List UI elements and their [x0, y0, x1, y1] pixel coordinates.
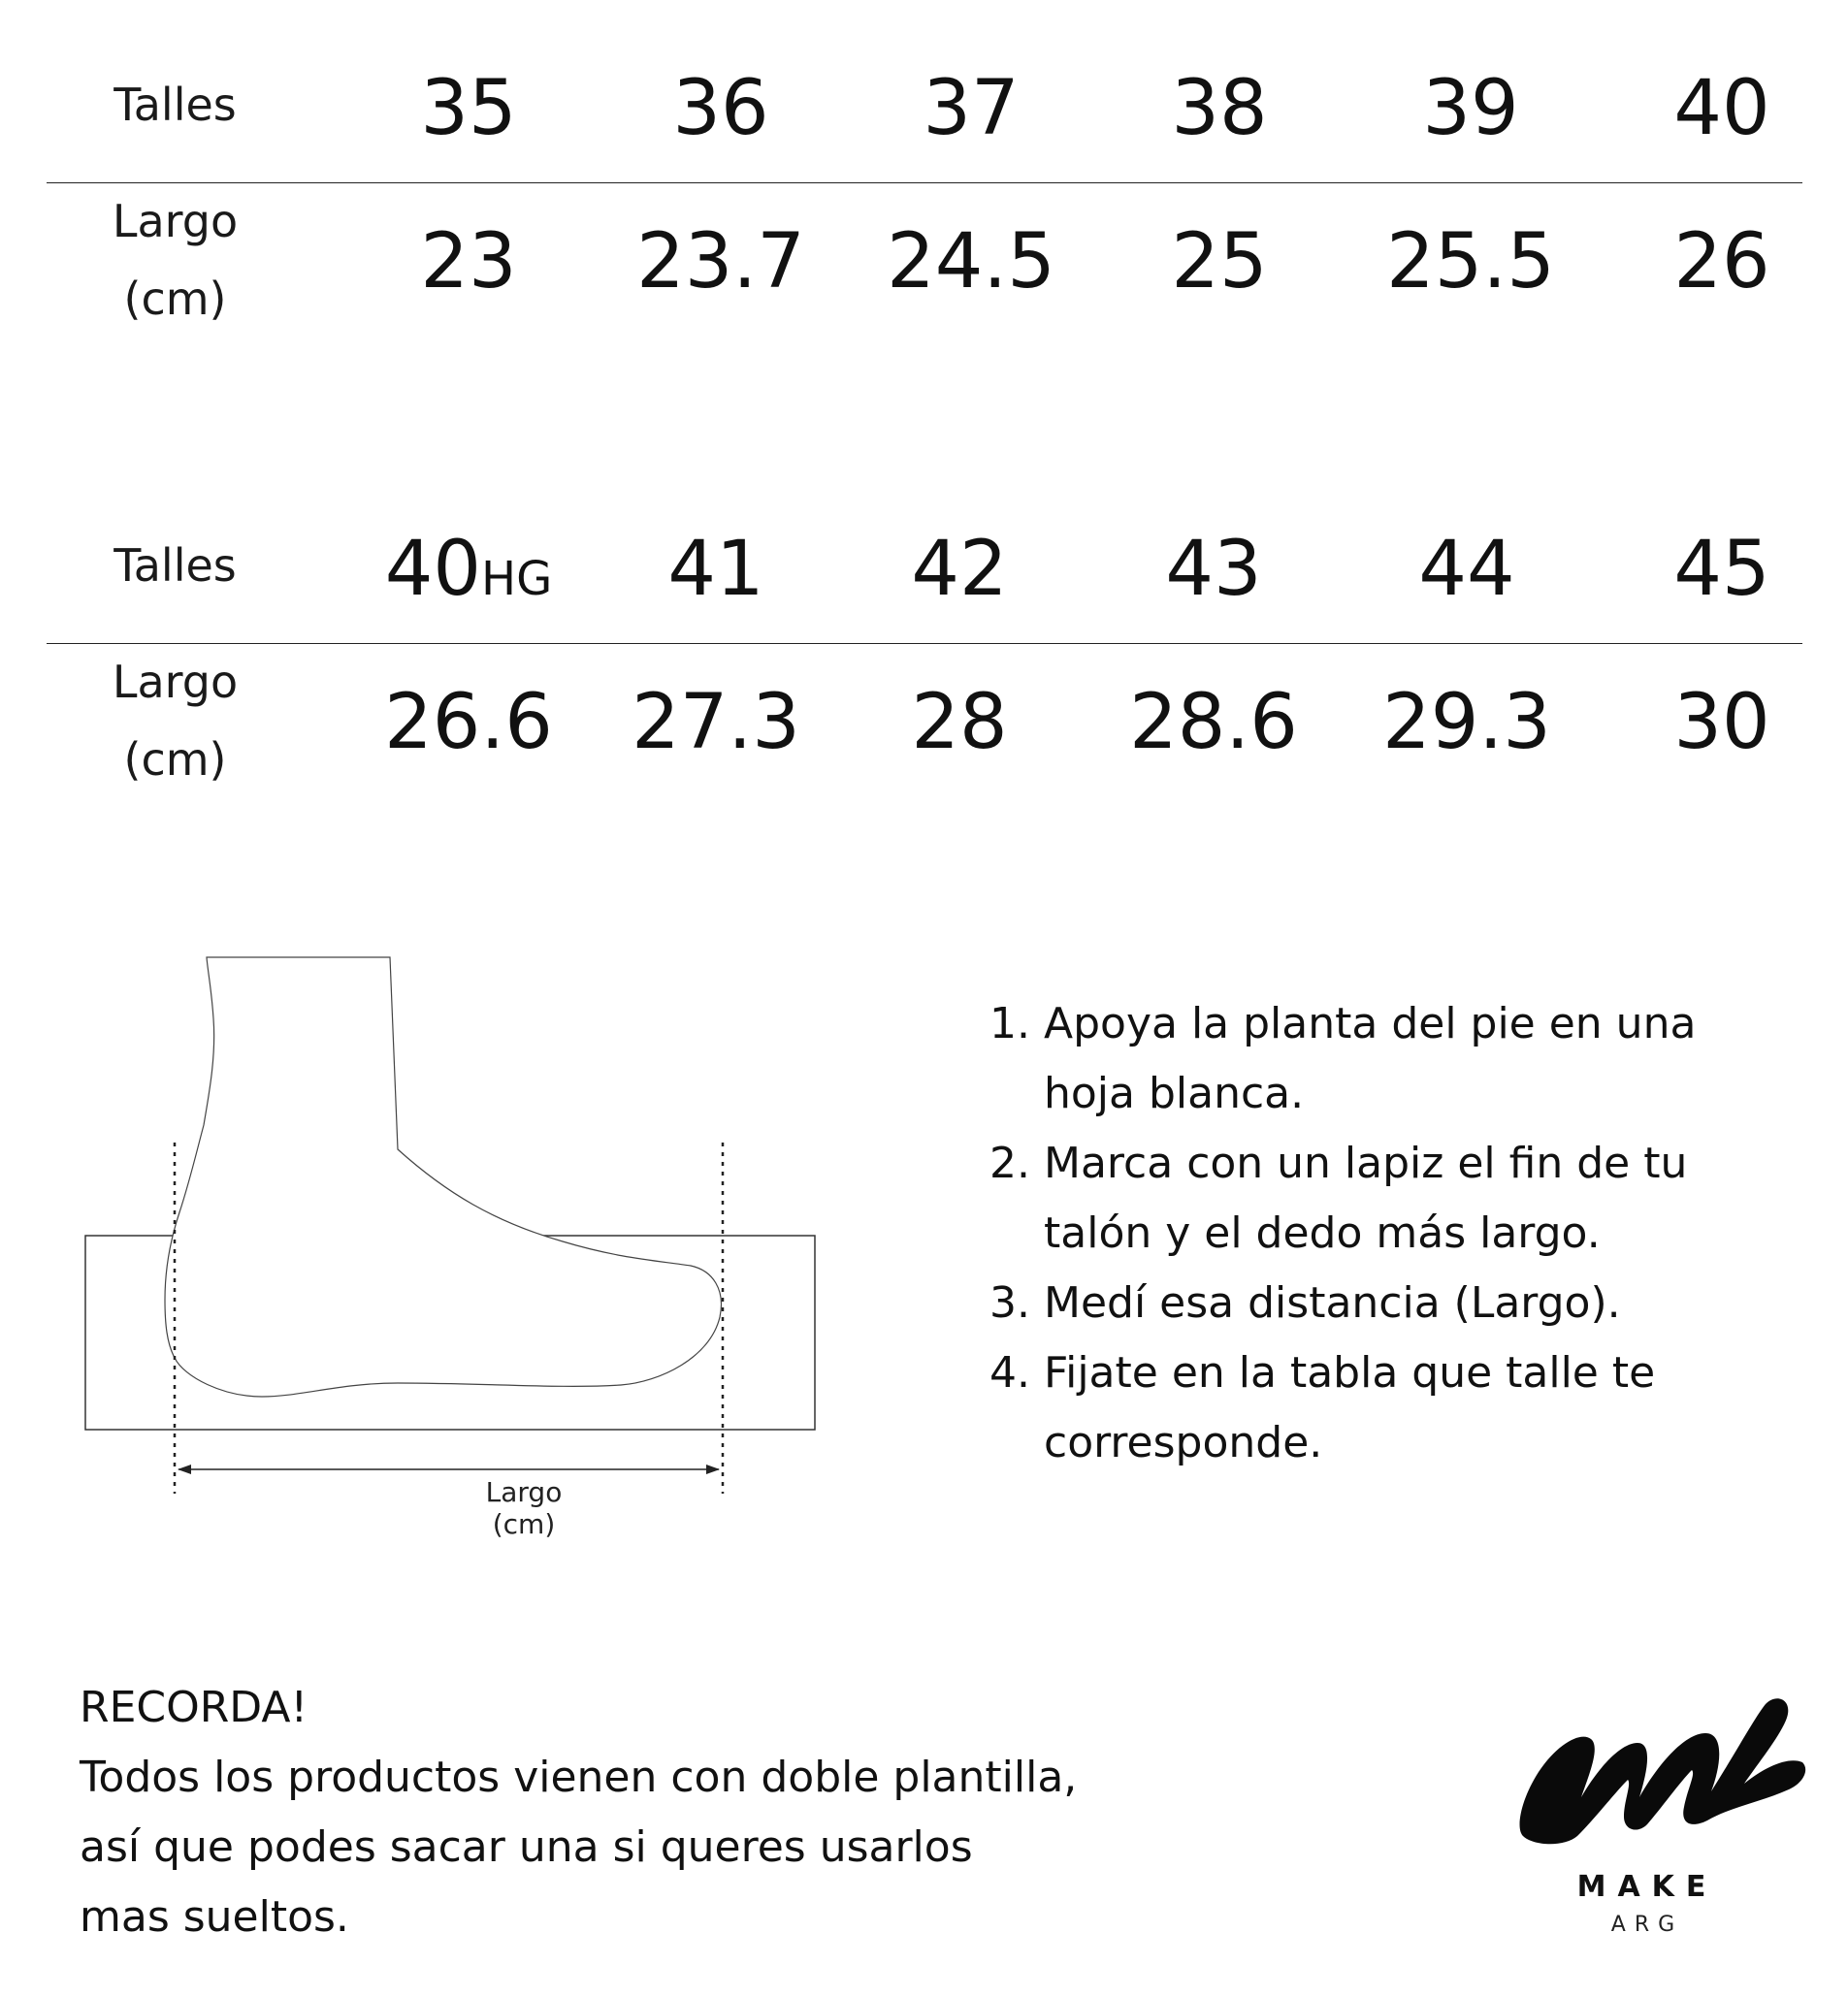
table-divider [47, 643, 1802, 644]
length-cell: 24.5 [887, 218, 1055, 306]
size-cell: 37 [923, 65, 1020, 152]
logo-name: MAKE [1576, 1870, 1718, 1904]
size-cell: 41 [667, 526, 764, 613]
lengths-label-line2: (cm) [123, 733, 227, 786]
length-cell: 23.7 [636, 218, 805, 306]
size-suffix: HG [480, 552, 553, 606]
instruction-step [989, 1338, 1746, 1478]
reminder-note [80, 1673, 1195, 1952]
length-cell: 28 [911, 679, 1008, 766]
measurement-instructions [989, 989, 1746, 1478]
lengths-row [47, 645, 1802, 810]
brand-logo [1502, 1683, 1812, 1974]
size-cell: 40 [1673, 65, 1770, 152]
reminder-line: así que podes sacar una si queres usarlos [80, 1822, 973, 1872]
size-cell: 36 [672, 65, 769, 152]
length-cell: 23 [420, 218, 517, 306]
instruction-step [989, 1269, 1746, 1338]
size-value: 40 [384, 526, 481, 613]
reminder-line: mas sueltos. [80, 1892, 349, 1942]
size-cell: 35 [420, 65, 517, 152]
length-cell: 25.5 [1386, 218, 1555, 306]
size-cell: 43 [1165, 526, 1262, 613]
length-cell: 29.3 [1382, 679, 1551, 766]
lengths-row [47, 184, 1802, 349]
size-cell [367, 521, 570, 628]
size-cell: 45 [1673, 526, 1770, 613]
step-text: Fijate en la tabla que talle te corresponde. [1044, 1348, 1656, 1467]
length-cell: 30 [1673, 679, 1770, 766]
step-number: 3. [989, 1278, 1030, 1328]
step-number: 1. [989, 999, 1030, 1048]
lengths-label [47, 182, 304, 338]
size-cell: 38 [1171, 65, 1268, 152]
reminder-heading: RECORDA! [80, 1683, 308, 1732]
length-cell: 28.6 [1129, 679, 1298, 766]
sizes-label: Talles [113, 539, 237, 592]
length-cell: 25 [1171, 218, 1268, 306]
sizes-label: Talles [113, 79, 237, 131]
sizes-row [47, 39, 1802, 175]
step-text: Medí esa distancia (Largo). [1044, 1278, 1621, 1328]
table-divider [47, 182, 1802, 183]
lengths-label-line1: Largo [112, 656, 239, 708]
step-number: 2. [989, 1139, 1030, 1188]
size-cell: 42 [911, 526, 1008, 613]
foot-measurement-diagram [78, 950, 834, 1540]
sizes-row [47, 499, 1802, 635]
instruction-step [989, 1129, 1746, 1269]
size-cell: 39 [1422, 65, 1519, 152]
instruction-step [989, 989, 1746, 1129]
foot-measurement-icon [78, 950, 834, 1532]
reminder-line: Todos los productos vienen con doble plantilla, [80, 1753, 1078, 1802]
step-text: Marca con un lapiz el fin de tu talón y el dedo más largo. [1044, 1139, 1688, 1258]
size-cell: 44 [1418, 526, 1515, 613]
brush-m-logo-icon [1502, 1683, 1812, 1867]
step-text: Apoya la planta del pie en una hoja blanca. [1044, 999, 1697, 1118]
length-cell: 27.3 [632, 679, 800, 766]
step-number: 4. [989, 1348, 1030, 1398]
lengths-label-line2: (cm) [123, 273, 227, 325]
logo-subtitle: ARG [1610, 1913, 1684, 1937]
lengths-label [47, 643, 304, 798]
length-cell: 26 [1673, 218, 1770, 306]
diagram-caption: Largo (cm) [485, 1476, 563, 1540]
lengths-label-line1: Largo [112, 195, 239, 247]
length-cell: 26.6 [384, 679, 553, 766]
